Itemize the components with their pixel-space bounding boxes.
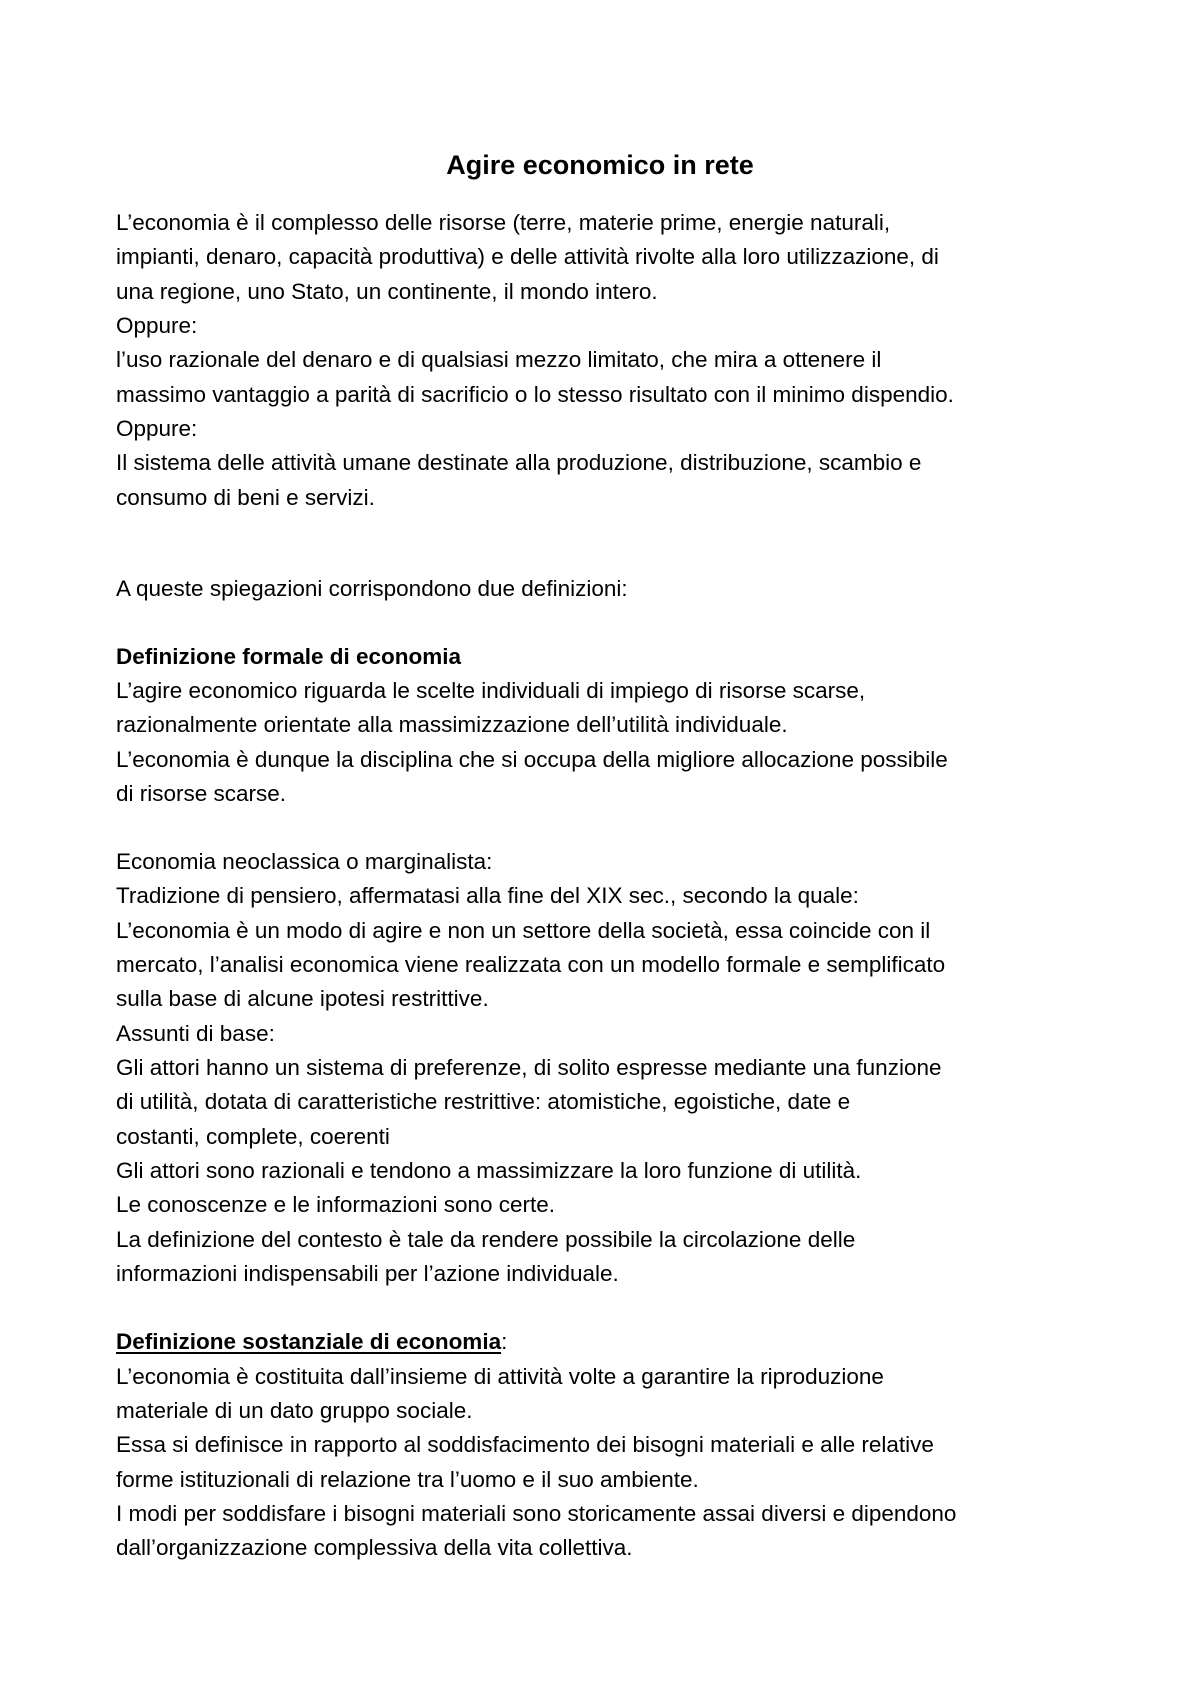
paragraph-line: Le conoscenze e le informazioni sono certe. [116,1192,556,1217]
paragraph-line: Economia neoclassica o marginalista: [116,849,493,874]
paragraph-line: dall’organizzazione complessiva della vita collettiva. [116,1535,633,1560]
heading-colon: : [501,1329,508,1354]
paragraph-line: materiale di un dato gruppo sociale. [116,1398,473,1423]
paragraph-line: Assunti di base: [116,1021,275,1046]
paragraph-line: Essa si definisce in rapporto al soddisfacimento dei bisogni materiali e alle relative [116,1432,934,1457]
paragraph-line: Oppure: [116,416,198,441]
paragraph-line: forme istituzionali di relazione tra l’uomo e il suo ambiente. [116,1467,699,1492]
paragraph-line: costanti, complete, coerenti [116,1124,390,1149]
paragraph-line: una regione, uno Stato, un continente, il mondo intero. [116,279,658,304]
paragraph-line: consumo di beni e servizi. [116,485,375,510]
paragraph-line: L’economia è dunque la disciplina che si occupa della migliore allocazione possibile [116,747,948,772]
paragraph-line: L’economia è un modo di agire e non un settore della società, essa coincide con il [116,918,931,943]
section-heading-substantive: Definizione sostanziale di economia [116,1329,502,1354]
section-heading-formal: Definizione formale di economia [116,644,462,669]
paragraph-line: Il sistema delle attività umane destinate alla produzione, distribuzione, scambio e [116,450,922,475]
paragraph-line: massimo vantaggio a parità di sacrificio o lo stesso risultato con il minimo dispendio. [116,382,954,407]
section-heading-substantive-line [116,1325,507,1359]
paragraph-line: di utilità, dotata di caratteristiche restrittive: atomistiche, egoistiche, date e [116,1089,851,1114]
paragraph-line: mercato, l’analisi economica viene realizzata con un modello formale e semplificato [116,952,946,977]
paragraph-line: A queste spiegazioni corrispondono due definizioni: [116,576,628,601]
paragraph-line: l’uso razionale del denaro e di qualsiasi mezzo limitato, che mira a ottenere il [116,347,882,372]
paragraph-line: La definizione del contesto è tale da rendere possibile la circolazione delle [116,1227,856,1252]
paragraph-line: Oppure: [116,313,198,338]
paragraph-line: di risorse scarse. [116,781,287,806]
paragraph-line: L’agire economico riguarda le scelte individuali di impiego di risorse scarse, [116,678,866,703]
paragraph-line: I modi per soddisfare i bisogni materiali sono storicamente assai diversi e dipendono [116,1501,957,1526]
paragraph-line: L’economia è il complesso delle risorse (terre, materie prime, energie naturali, [116,210,891,235]
paragraph-line: sulla base di alcune ipotesi restrittive. [116,986,489,1011]
paragraph-line: informazioni indispensabili per l’azione individuale. [116,1261,619,1286]
paragraph-line: Gli attori sono razionali e tendono a massimizzare la loro funzione di utilità. [116,1158,862,1183]
paragraph-line: razionalmente orientate alla massimizzazione dell’utilità individuale. [116,712,788,737]
paragraph-line: L’economia è costituita dall’insieme di attività volte a garantire la riproduzione [116,1364,884,1389]
paragraph-line: Gli attori hanno un sistema di preferenze, di solito espresse mediante una funzione [116,1055,942,1080]
document-title: Agire economico in rete [446,150,754,180]
paragraph-line: impianti, denaro, capacità produttiva) e delle attività rivolte alla loro utilizzazione, di [116,244,939,269]
paragraph-line: Tradizione di pensiero, affermatasi alla fine del XIX sec., secondo la quale: [116,883,859,908]
